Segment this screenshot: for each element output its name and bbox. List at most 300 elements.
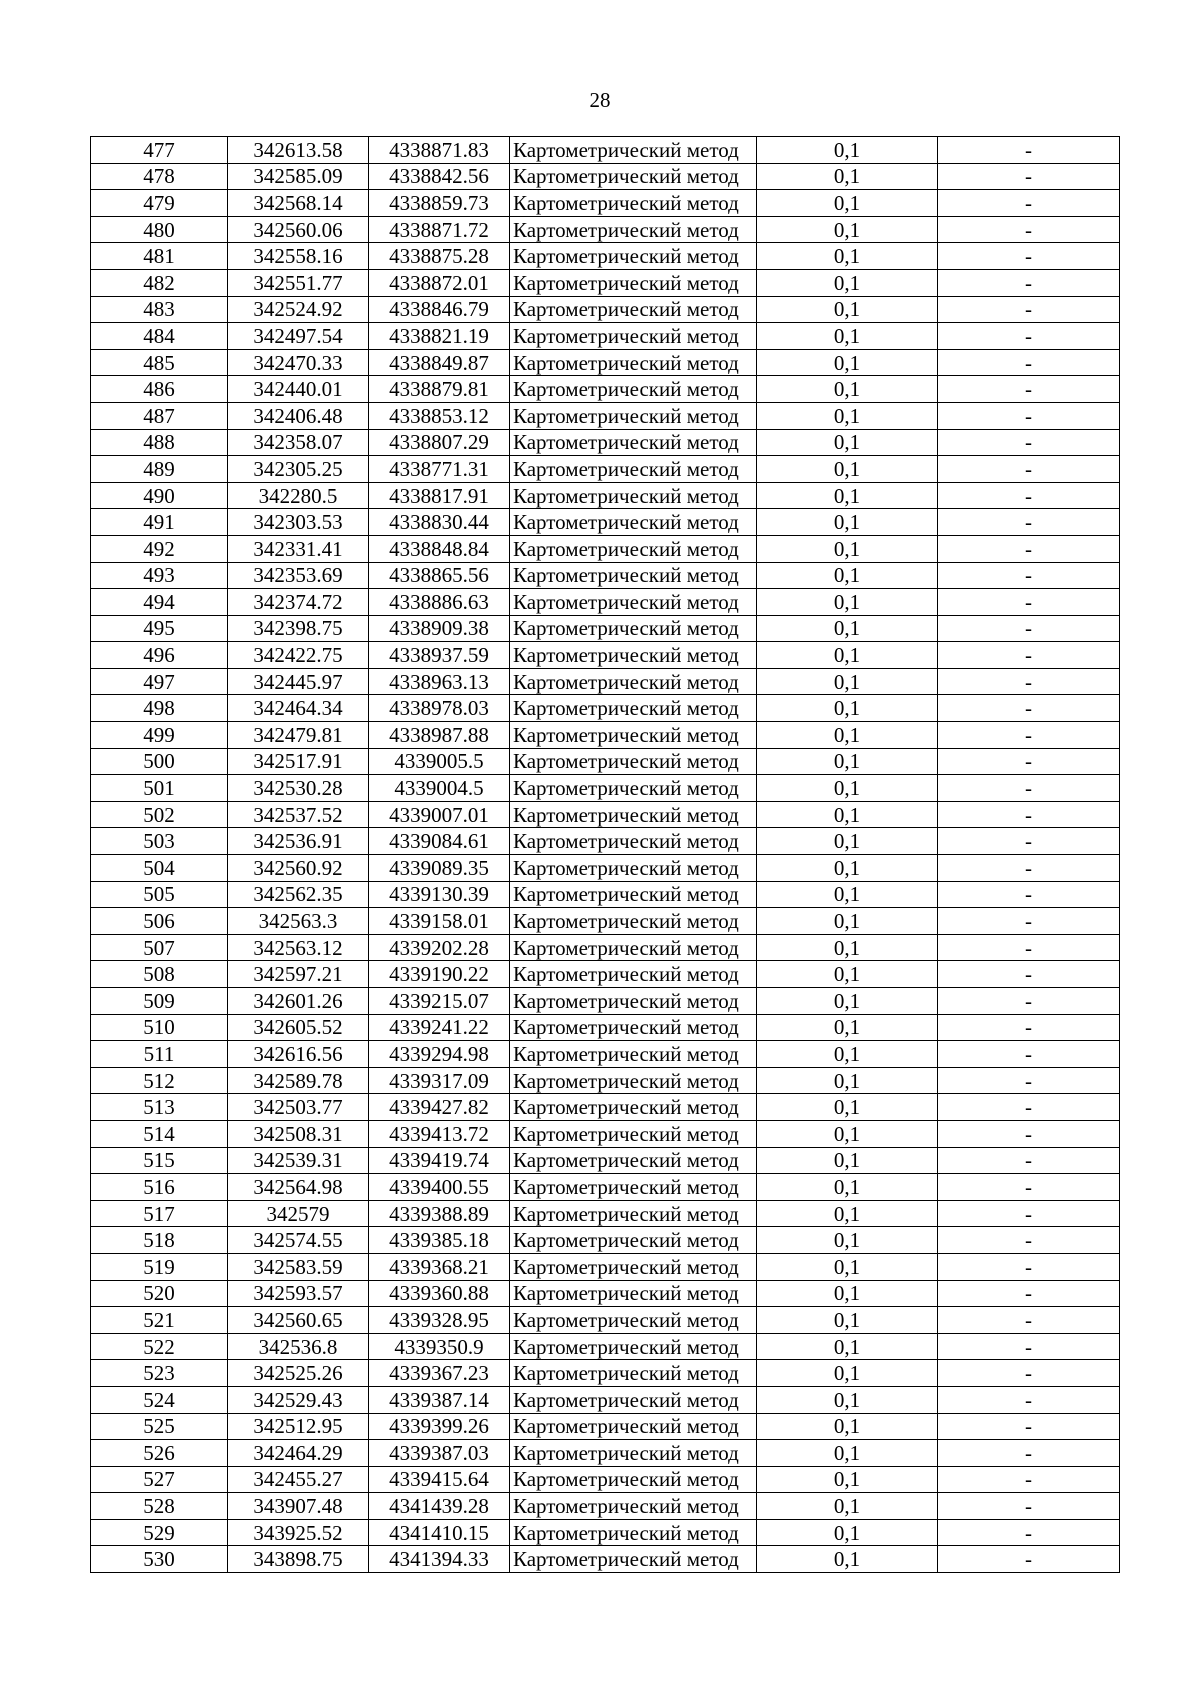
formula-cell: - (938, 1519, 1120, 1546)
y-coordinate-cell: 4339241.22 (369, 1014, 510, 1041)
y-coordinate-cell: 4341439.28 (369, 1493, 510, 1520)
formula-cell: - (938, 535, 1120, 562)
formula-cell: - (938, 296, 1120, 323)
y-coordinate-cell: 4338817.91 (369, 482, 510, 509)
table-row (91, 349, 1120, 376)
formula-cell: - (938, 1333, 1120, 1360)
point-number-cell: 527 (91, 1466, 228, 1493)
point-number-cell: 479 (91, 190, 228, 217)
x-coordinate-cell: 342560.65 (228, 1307, 369, 1334)
point-number-cell: 490 (91, 482, 228, 509)
formula-cell: - (938, 1546, 1120, 1573)
method-cell: Картометрический метод (510, 642, 757, 669)
accuracy-cell: 0,1 (757, 1307, 938, 1334)
table-row (91, 296, 1120, 323)
x-coordinate-cell: 342539.31 (228, 1147, 369, 1174)
y-coordinate-cell: 4339415.64 (369, 1466, 510, 1493)
method-cell: Картометрический метод (510, 615, 757, 642)
accuracy-cell: 0,1 (757, 1174, 938, 1201)
method-cell: Картометрический метод (510, 1440, 757, 1467)
table-row (91, 1041, 1120, 1068)
table-row (91, 668, 1120, 695)
y-coordinate-cell: 4338937.59 (369, 642, 510, 669)
x-coordinate-cell: 342525.26 (228, 1360, 369, 1387)
x-coordinate-cell: 342398.75 (228, 615, 369, 642)
table-row (91, 190, 1120, 217)
table-row (91, 1120, 1120, 1147)
x-coordinate-cell: 342530.28 (228, 775, 369, 802)
accuracy-cell: 0,1 (757, 748, 938, 775)
x-coordinate-cell: 342479.81 (228, 722, 369, 749)
table-row (91, 1014, 1120, 1041)
point-number-cell: 525 (91, 1413, 228, 1440)
point-number-cell: 516 (91, 1174, 228, 1201)
point-number-cell: 497 (91, 668, 228, 695)
y-coordinate-cell: 4338909.38 (369, 615, 510, 642)
table-row (91, 1440, 1120, 1467)
method-cell: Картометрический метод (510, 562, 757, 589)
y-coordinate-cell: 4338963.13 (369, 668, 510, 695)
y-coordinate-cell: 4339190.22 (369, 961, 510, 988)
formula-cell: - (938, 1174, 1120, 1201)
table-row (91, 642, 1120, 669)
y-coordinate-cell: 4339084.61 (369, 828, 510, 855)
x-coordinate-cell: 342512.95 (228, 1413, 369, 1440)
formula-cell: - (938, 269, 1120, 296)
accuracy-cell: 0,1 (757, 216, 938, 243)
accuracy-cell: 0,1 (757, 801, 938, 828)
table-row (91, 1386, 1120, 1413)
y-coordinate-cell: 4339215.07 (369, 988, 510, 1015)
formula-cell: - (938, 642, 1120, 669)
method-cell: Картометрический метод (510, 988, 757, 1015)
formula-cell: - (938, 934, 1120, 961)
formula-cell: - (938, 615, 1120, 642)
x-coordinate-cell: 342589.78 (228, 1067, 369, 1094)
point-number-cell: 517 (91, 1200, 228, 1227)
method-cell: Картометрический метод (510, 509, 757, 536)
method-cell: Картометрический метод (510, 1360, 757, 1387)
formula-cell: - (938, 801, 1120, 828)
method-cell: Картометрический метод (510, 216, 757, 243)
y-coordinate-cell: 4338886.63 (369, 589, 510, 616)
accuracy-cell: 0,1 (757, 1014, 938, 1041)
accuracy-cell: 0,1 (757, 1253, 938, 1280)
formula-cell: - (938, 509, 1120, 536)
formula-cell: - (938, 1307, 1120, 1334)
table-row (91, 1227, 1120, 1254)
method-cell: Картометрический метод (510, 775, 757, 802)
formula-cell: - (938, 1386, 1120, 1413)
y-coordinate-cell: 4338846.79 (369, 296, 510, 323)
method-cell: Картометрический метод (510, 722, 757, 749)
point-number-cell: 518 (91, 1227, 228, 1254)
accuracy-cell: 0,1 (757, 296, 938, 323)
x-coordinate-cell: 342579 (228, 1200, 369, 1227)
point-number-cell: 515 (91, 1147, 228, 1174)
y-coordinate-cell: 4339385.18 (369, 1227, 510, 1254)
table-row (91, 722, 1120, 749)
y-coordinate-cell: 4339387.14 (369, 1386, 510, 1413)
formula-cell: - (938, 1094, 1120, 1121)
formula-cell: - (938, 908, 1120, 935)
x-coordinate-cell: 342585.09 (228, 163, 369, 190)
y-coordinate-cell: 4338987.88 (369, 722, 510, 749)
point-number-cell: 508 (91, 961, 228, 988)
formula-cell: - (938, 668, 1120, 695)
x-coordinate-cell: 342358.07 (228, 429, 369, 456)
x-coordinate-cell: 342470.33 (228, 349, 369, 376)
accuracy-cell: 0,1 (757, 828, 938, 855)
method-cell: Картометрический метод (510, 269, 757, 296)
formula-cell: - (938, 1360, 1120, 1387)
table-row (91, 801, 1120, 828)
method-cell: Картометрический метод (510, 1174, 757, 1201)
x-coordinate-cell: 342613.58 (228, 137, 369, 164)
point-number-cell: 510 (91, 1014, 228, 1041)
x-coordinate-cell: 342605.52 (228, 1014, 369, 1041)
table-row (91, 615, 1120, 642)
x-coordinate-cell: 342583.59 (228, 1253, 369, 1280)
table-row (91, 535, 1120, 562)
method-cell: Картометрический метод (510, 1333, 757, 1360)
method-cell: Картометрический метод (510, 1280, 757, 1307)
formula-cell: - (938, 1466, 1120, 1493)
method-cell: Картометрический метод (510, 296, 757, 323)
x-coordinate-cell: 342503.77 (228, 1094, 369, 1121)
formula-cell: - (938, 1067, 1120, 1094)
formula-cell: - (938, 562, 1120, 589)
table-row (91, 1519, 1120, 1546)
accuracy-cell: 0,1 (757, 323, 938, 350)
point-number-cell: 485 (91, 349, 228, 376)
formula-cell: - (938, 1253, 1120, 1280)
y-coordinate-cell: 4338872.01 (369, 269, 510, 296)
y-coordinate-cell: 4338865.56 (369, 562, 510, 589)
x-coordinate-cell: 342537.52 (228, 801, 369, 828)
point-number-cell: 502 (91, 801, 228, 828)
point-number-cell: 501 (91, 775, 228, 802)
accuracy-cell: 0,1 (757, 615, 938, 642)
formula-cell: - (938, 988, 1120, 1015)
method-cell: Картометрический метод (510, 881, 757, 908)
x-coordinate-cell: 342422.75 (228, 642, 369, 669)
x-coordinate-cell: 342529.43 (228, 1386, 369, 1413)
y-coordinate-cell: 4338871.72 (369, 216, 510, 243)
y-coordinate-cell: 4339367.23 (369, 1360, 510, 1387)
accuracy-cell: 0,1 (757, 1519, 938, 1546)
y-coordinate-cell: 4341394.33 (369, 1546, 510, 1573)
table-row (91, 243, 1120, 270)
x-coordinate-cell: 342616.56 (228, 1041, 369, 1068)
formula-cell: - (938, 243, 1120, 270)
formula-cell: - (938, 163, 1120, 190)
method-cell: Картометрический метод (510, 934, 757, 961)
method-cell: Картометрический метод (510, 482, 757, 509)
y-coordinate-cell: 4339007.01 (369, 801, 510, 828)
method-cell: Картометрический метод (510, 961, 757, 988)
table-row (91, 482, 1120, 509)
formula-cell: - (938, 376, 1120, 403)
x-coordinate-cell: 342440.01 (228, 376, 369, 403)
x-coordinate-cell: 342562.35 (228, 881, 369, 908)
accuracy-cell: 0,1 (757, 1041, 938, 1068)
accuracy-cell: 0,1 (757, 1333, 938, 1360)
y-coordinate-cell: 4339387.03 (369, 1440, 510, 1467)
method-cell: Картометрический метод (510, 456, 757, 483)
table-row (91, 1200, 1120, 1227)
x-coordinate-cell: 342464.29 (228, 1440, 369, 1467)
y-coordinate-cell: 4338871.83 (369, 137, 510, 164)
formula-cell: - (938, 1440, 1120, 1467)
table-row (91, 775, 1120, 802)
y-coordinate-cell: 4339294.98 (369, 1041, 510, 1068)
method-cell: Картометрический метод (510, 1067, 757, 1094)
method-cell: Картометрический метод (510, 349, 757, 376)
point-number-cell: 495 (91, 615, 228, 642)
formula-cell: - (938, 1200, 1120, 1227)
x-coordinate-cell: 342597.21 (228, 961, 369, 988)
formula-cell: - (938, 1120, 1120, 1147)
table-row (91, 1067, 1120, 1094)
point-number-cell: 514 (91, 1120, 228, 1147)
accuracy-cell: 0,1 (757, 695, 938, 722)
x-coordinate-cell: 342497.54 (228, 323, 369, 350)
method-cell: Картометрический метод (510, 376, 757, 403)
method-cell: Картометрический метод (510, 535, 757, 562)
point-number-cell: 530 (91, 1546, 228, 1573)
accuracy-cell: 0,1 (757, 642, 938, 669)
y-coordinate-cell: 4339089.35 (369, 855, 510, 882)
formula-cell: - (938, 881, 1120, 908)
formula-cell: - (938, 748, 1120, 775)
table-row (91, 1280, 1120, 1307)
accuracy-cell: 0,1 (757, 456, 938, 483)
accuracy-cell: 0,1 (757, 163, 938, 190)
x-coordinate-cell: 342536.91 (228, 828, 369, 855)
y-coordinate-cell: 4339130.39 (369, 881, 510, 908)
method-cell: Картометрический метод (510, 1386, 757, 1413)
method-cell: Картометрический метод (510, 1014, 757, 1041)
x-coordinate-cell: 342563.3 (228, 908, 369, 935)
point-number-cell: 481 (91, 243, 228, 270)
accuracy-cell: 0,1 (757, 482, 938, 509)
accuracy-cell: 0,1 (757, 1067, 938, 1094)
point-number-cell: 484 (91, 323, 228, 350)
x-coordinate-cell: 342406.48 (228, 402, 369, 429)
y-coordinate-cell: 4341410.15 (369, 1519, 510, 1546)
method-cell: Картометрический метод (510, 801, 757, 828)
accuracy-cell: 0,1 (757, 961, 938, 988)
table-row (91, 216, 1120, 243)
point-number-cell: 491 (91, 509, 228, 536)
table-row (91, 988, 1120, 1015)
coordinates-table-body (91, 137, 1120, 1573)
formula-cell: - (938, 216, 1120, 243)
y-coordinate-cell: 4339004.5 (369, 775, 510, 802)
point-number-cell: 512 (91, 1067, 228, 1094)
y-coordinate-cell: 4338875.28 (369, 243, 510, 270)
accuracy-cell: 0,1 (757, 722, 938, 749)
formula-cell: - (938, 1493, 1120, 1520)
point-number-cell: 487 (91, 402, 228, 429)
y-coordinate-cell: 4338978.03 (369, 695, 510, 722)
point-number-cell: 500 (91, 748, 228, 775)
point-number-cell: 478 (91, 163, 228, 190)
formula-cell: - (938, 855, 1120, 882)
table-row (91, 1307, 1120, 1334)
point-number-cell: 509 (91, 988, 228, 1015)
point-number-cell: 524 (91, 1386, 228, 1413)
accuracy-cell: 0,1 (757, 1546, 938, 1573)
x-coordinate-cell: 342374.72 (228, 589, 369, 616)
table-row (91, 562, 1120, 589)
x-coordinate-cell: 342464.34 (228, 695, 369, 722)
table-row (91, 1253, 1120, 1280)
table-row (91, 961, 1120, 988)
table-row (91, 828, 1120, 855)
formula-cell: - (938, 828, 1120, 855)
point-number-cell: 496 (91, 642, 228, 669)
table-row (91, 1546, 1120, 1573)
accuracy-cell: 0,1 (757, 535, 938, 562)
table-row (91, 855, 1120, 882)
coordinates-table (90, 136, 1120, 1573)
method-cell: Картометрический метод (510, 589, 757, 616)
accuracy-cell: 0,1 (757, 1094, 938, 1121)
x-coordinate-cell: 342280.5 (228, 482, 369, 509)
table-row (91, 402, 1120, 429)
formula-cell: - (938, 429, 1120, 456)
y-coordinate-cell: 4339400.55 (369, 1174, 510, 1201)
method-cell: Картометрический метод (510, 1466, 757, 1493)
x-coordinate-cell: 342560.06 (228, 216, 369, 243)
x-coordinate-cell: 342353.69 (228, 562, 369, 589)
method-cell: Картометрический метод (510, 243, 757, 270)
y-coordinate-cell: 4339005.5 (369, 748, 510, 775)
point-number-cell: 498 (91, 695, 228, 722)
method-cell: Картометрический метод (510, 828, 757, 855)
accuracy-cell: 0,1 (757, 1386, 938, 1413)
table-row (91, 589, 1120, 616)
formula-cell: - (938, 1413, 1120, 1440)
x-coordinate-cell: 342305.25 (228, 456, 369, 483)
method-cell: Картометрический метод (510, 137, 757, 164)
method-cell: Картометрический метод (510, 1041, 757, 1068)
accuracy-cell: 0,1 (757, 1466, 938, 1493)
method-cell: Картометрический метод (510, 1094, 757, 1121)
point-number-cell: 499 (91, 722, 228, 749)
accuracy-cell: 0,1 (757, 855, 938, 882)
x-coordinate-cell: 342564.98 (228, 1174, 369, 1201)
accuracy-cell: 0,1 (757, 349, 938, 376)
point-number-cell: 480 (91, 216, 228, 243)
y-coordinate-cell: 4339328.95 (369, 1307, 510, 1334)
point-number-cell: 526 (91, 1440, 228, 1467)
y-coordinate-cell: 4338821.19 (369, 323, 510, 350)
x-coordinate-cell: 343925.52 (228, 1519, 369, 1546)
y-coordinate-cell: 4339427.82 (369, 1094, 510, 1121)
formula-cell: - (938, 349, 1120, 376)
table-row (91, 1333, 1120, 1360)
accuracy-cell: 0,1 (757, 137, 938, 164)
formula-cell: - (938, 482, 1120, 509)
method-cell: Картометрический метод (510, 748, 757, 775)
point-number-cell: 488 (91, 429, 228, 456)
x-coordinate-cell: 342551.77 (228, 269, 369, 296)
method-cell: Картометрический метод (510, 695, 757, 722)
x-coordinate-cell: 343898.75 (228, 1546, 369, 1573)
table-row (91, 1360, 1120, 1387)
method-cell: Картометрический метод (510, 668, 757, 695)
accuracy-cell: 0,1 (757, 190, 938, 217)
accuracy-cell: 0,1 (757, 668, 938, 695)
y-coordinate-cell: 4339399.26 (369, 1413, 510, 1440)
accuracy-cell: 0,1 (757, 562, 938, 589)
point-number-cell: 513 (91, 1094, 228, 1121)
x-coordinate-cell: 342574.55 (228, 1227, 369, 1254)
method-cell: Картометрический метод (510, 323, 757, 350)
method-cell: Картометрический метод (510, 163, 757, 190)
accuracy-cell: 0,1 (757, 1413, 938, 1440)
point-number-cell: 505 (91, 881, 228, 908)
point-number-cell: 483 (91, 296, 228, 323)
table-row (91, 881, 1120, 908)
y-coordinate-cell: 4338771.31 (369, 456, 510, 483)
table-row (91, 163, 1120, 190)
table-row (91, 456, 1120, 483)
method-cell: Картометрический метод (510, 908, 757, 935)
accuracy-cell: 0,1 (757, 1147, 938, 1174)
accuracy-cell: 0,1 (757, 509, 938, 536)
point-number-cell: 477 (91, 137, 228, 164)
table-row (91, 1466, 1120, 1493)
y-coordinate-cell: 4339317.09 (369, 1067, 510, 1094)
table-row (91, 1413, 1120, 1440)
formula-cell: - (938, 589, 1120, 616)
y-coordinate-cell: 4339202.28 (369, 934, 510, 961)
accuracy-cell: 0,1 (757, 1360, 938, 1387)
accuracy-cell: 0,1 (757, 1493, 938, 1520)
point-number-cell: 492 (91, 535, 228, 562)
x-coordinate-cell: 342331.41 (228, 535, 369, 562)
method-cell: Картометрический метод (510, 1413, 757, 1440)
accuracy-cell: 0,1 (757, 988, 938, 1015)
table-row (91, 376, 1120, 403)
point-number-cell: 503 (91, 828, 228, 855)
x-coordinate-cell: 342455.27 (228, 1466, 369, 1493)
y-coordinate-cell: 4339158.01 (369, 908, 510, 935)
x-coordinate-cell: 342560.92 (228, 855, 369, 882)
accuracy-cell: 0,1 (757, 429, 938, 456)
table-row (91, 908, 1120, 935)
x-coordinate-cell: 342593.57 (228, 1280, 369, 1307)
table-row (91, 1147, 1120, 1174)
method-cell: Картометрический метод (510, 1200, 757, 1227)
point-number-cell: 493 (91, 562, 228, 589)
y-coordinate-cell: 4338830.44 (369, 509, 510, 536)
method-cell: Картометрический метод (510, 1546, 757, 1573)
point-number-cell: 507 (91, 934, 228, 961)
point-number-cell: 528 (91, 1493, 228, 1520)
table-row (91, 748, 1120, 775)
formula-cell: - (938, 722, 1120, 749)
formula-cell: - (938, 1280, 1120, 1307)
method-cell: Картометрический метод (510, 1307, 757, 1334)
formula-cell: - (938, 1227, 1120, 1254)
table-row (91, 269, 1120, 296)
point-number-cell: 522 (91, 1333, 228, 1360)
